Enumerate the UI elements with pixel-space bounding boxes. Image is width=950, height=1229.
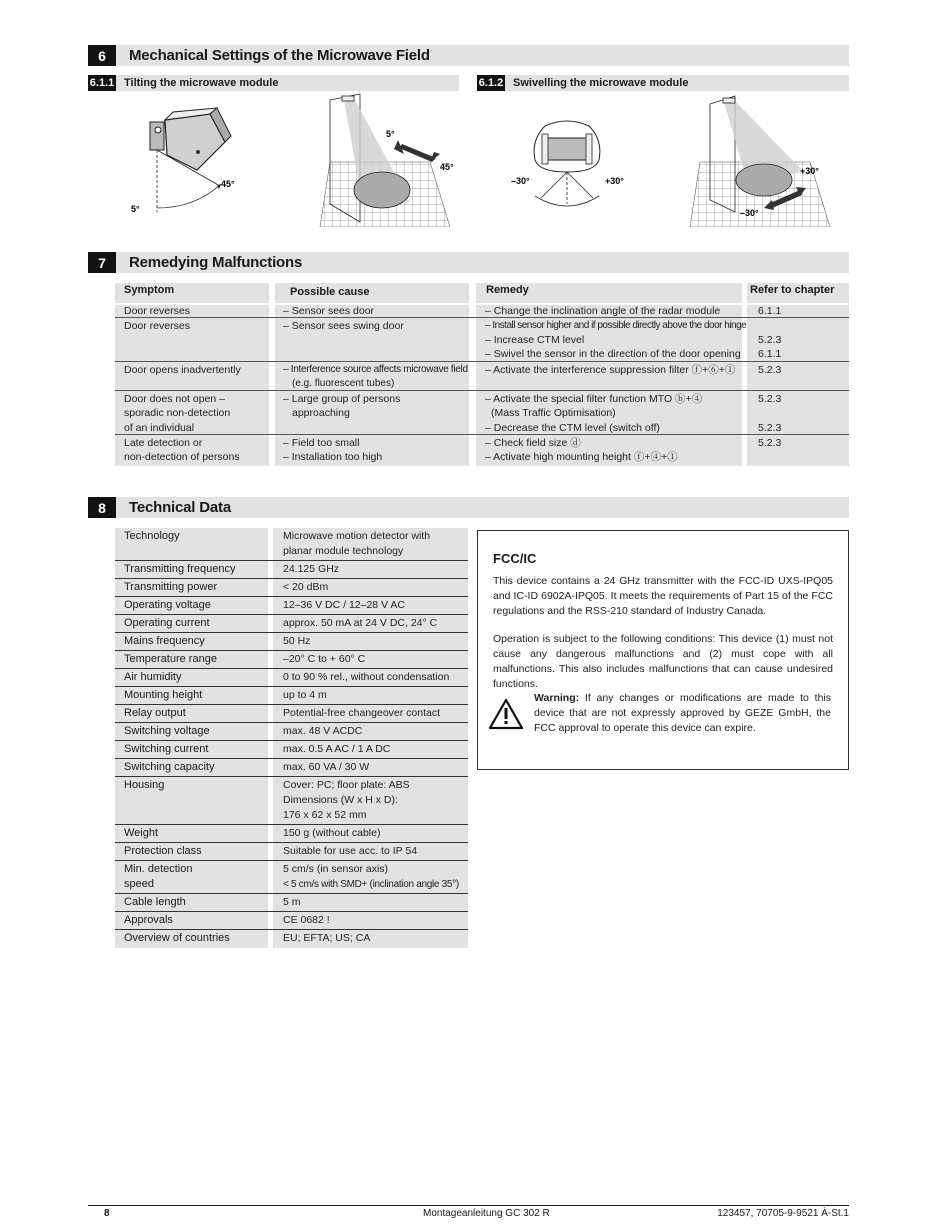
tech-label bbox=[115, 723, 268, 741]
symptom-text: Door opens inadvertently bbox=[124, 364, 241, 376]
tech-value bbox=[273, 741, 468, 759]
symptom-text: of an individual bbox=[124, 422, 195, 434]
tech-label bbox=[115, 825, 268, 843]
tech-value bbox=[273, 528, 468, 561]
tech-label-line: Overview of countries bbox=[124, 932, 230, 944]
swivel-module-diagram bbox=[505, 120, 630, 215]
subsection-number: 6.1.2 bbox=[478, 77, 504, 89]
tech-value-line: –20° C to + 60° C bbox=[283, 653, 366, 665]
tech-value-line: < 20 dBm bbox=[283, 581, 329, 593]
section-8-header bbox=[88, 497, 849, 518]
tech-label-line: Protection class bbox=[124, 845, 202, 857]
tech-label-line: Air humidity bbox=[124, 671, 182, 683]
tech-label bbox=[115, 615, 268, 633]
symptom-header: Symptom bbox=[124, 284, 175, 296]
swivel-plus-30-label: +30° bbox=[605, 176, 624, 186]
tech-label bbox=[115, 579, 268, 597]
tech-label-line: Approvals bbox=[124, 914, 173, 926]
swivel-minus-30-label: –30° bbox=[511, 176, 530, 186]
fcc-paragraph-2: Operation is subject to the following conditions: This device (1) must not cause any dangerous malfunctions and (2) must cope with all malfunctions. This also includes malfunctions that can cause undesired functions. bbox=[493, 633, 833, 690]
section-6-header bbox=[88, 45, 849, 66]
tech-label-line: Transmitting power bbox=[124, 581, 218, 593]
tech-label-line: Operating current bbox=[124, 617, 210, 629]
tech-value-line: Cover: PC; floor plate: ABS bbox=[283, 779, 410, 791]
tilt-field-5-label: 5° bbox=[386, 129, 395, 139]
tech-value-line: 150 g (without cable) bbox=[283, 827, 381, 839]
chapter-ref: 5.2.3 bbox=[758, 422, 782, 434]
tech-value-line: 50 Hz bbox=[283, 635, 311, 647]
remedy-text: – Increase CTM level bbox=[485, 334, 585, 346]
tech-label bbox=[115, 669, 268, 687]
tech-value-line: max. 48 V ACDC bbox=[283, 725, 363, 737]
tech-value bbox=[273, 912, 468, 930]
remedy-text: (Mass Traffic Optimisation) bbox=[491, 407, 616, 419]
remedy-text: – Swivel the sensor in the direction of the door opening bbox=[485, 348, 741, 360]
tech-value bbox=[273, 687, 468, 705]
tech-label bbox=[115, 687, 268, 705]
tilt-angle-45-label: 45° bbox=[221, 179, 235, 189]
subsection-6-1-2-header bbox=[477, 75, 849, 91]
tech-label bbox=[115, 912, 268, 930]
tech-value-line: CE 0682 ! bbox=[283, 914, 330, 926]
tech-value-line: Dimensions (W x H x D): bbox=[283, 794, 398, 806]
tech-label-line: Mounting height bbox=[124, 689, 203, 701]
tech-value bbox=[273, 723, 468, 741]
cause-header: Possible cause bbox=[290, 286, 370, 298]
subsection-number: 6.1.1 bbox=[89, 77, 115, 89]
tech-label-line: Switching current bbox=[124, 743, 209, 755]
swivel-field-plus-30-label: +30° bbox=[800, 166, 819, 176]
tech-label bbox=[115, 705, 268, 723]
tech-value bbox=[273, 705, 468, 723]
cause-text: – Installation too high bbox=[283, 451, 383, 463]
tech-value bbox=[273, 633, 468, 651]
page-footer bbox=[88, 1205, 849, 1219]
tech-label-line: Relay output bbox=[124, 707, 186, 719]
remedy-text: – Change the inclination angle of the radar module bbox=[485, 305, 721, 317]
tech-label-line: Switching voltage bbox=[124, 725, 210, 737]
tech-label-line: Min. detection bbox=[124, 863, 193, 875]
remedy-header: Remedy bbox=[486, 284, 529, 296]
chapter-ref: 6.1.1 bbox=[758, 305, 782, 317]
tech-label bbox=[115, 930, 268, 948]
tech-label bbox=[115, 561, 268, 579]
tech-value-line: 12–36 V DC / 12–28 V AC bbox=[283, 599, 405, 611]
fcc-ic-notice-box bbox=[477, 530, 849, 770]
section-title: Technical Data bbox=[129, 499, 231, 516]
document-code: 123457, 70705-9-9521 À-St.1 bbox=[717, 1208, 849, 1219]
tech-value bbox=[273, 561, 468, 579]
cause-text: – Sensor sees swing door bbox=[283, 320, 404, 332]
cause-text: – Large group of persons bbox=[283, 393, 401, 405]
tech-label-line: Switching capacity bbox=[124, 761, 215, 773]
tech-value-line: Suitable for use acc. to IP 54 bbox=[283, 845, 418, 857]
tech-value-line: max. 60 VA / 30 W bbox=[283, 761, 370, 773]
tech-value bbox=[273, 861, 468, 894]
tech-label bbox=[115, 741, 268, 759]
section-number: 8 bbox=[88, 497, 116, 518]
tech-value-line: 5 cm/s (in sensor axis) bbox=[283, 863, 389, 875]
tech-label bbox=[115, 861, 268, 894]
remedy-text: – Activate high mounting height ⓕ+④+① bbox=[485, 451, 678, 463]
tech-value-line: 5 m bbox=[283, 896, 301, 908]
row-divider bbox=[115, 390, 849, 391]
tilting-module-diagram bbox=[125, 100, 255, 220]
subsection-title: Tilting the microwave module bbox=[124, 77, 279, 89]
tilt-angle-5-label: 5° bbox=[131, 204, 140, 214]
chapter-ref: 5.2.3 bbox=[758, 364, 782, 376]
chapter-ref: 5.2.3 bbox=[758, 334, 782, 346]
remedy-text: – Activate the interference suppression filter ⓕ+⑥+① bbox=[485, 364, 736, 376]
tech-value-line: 24.125 GHz bbox=[283, 563, 340, 575]
symptom-text: Late detection or bbox=[124, 437, 203, 449]
tech-value-line: Potential-free changeover contact bbox=[283, 707, 441, 719]
tech-value-line: < 5 cm/s with SMD+ (inclination angle 35°) bbox=[283, 879, 459, 890]
section-number: 6 bbox=[88, 45, 116, 66]
tech-label bbox=[115, 759, 268, 777]
symptom-text: sporadic non-detection bbox=[124, 407, 231, 419]
tech-value bbox=[273, 930, 468, 948]
swivel-field-diagram bbox=[690, 92, 840, 227]
tech-label bbox=[115, 843, 268, 861]
page-number: 8 bbox=[104, 1208, 110, 1219]
subsection-title: Swivelling the microwave module bbox=[513, 77, 689, 89]
symptom-text: Door reverses bbox=[124, 320, 190, 332]
cause-text: approaching bbox=[292, 407, 350, 419]
subsection-6-1-1-header bbox=[88, 75, 459, 91]
tech-label bbox=[115, 651, 268, 669]
tech-label-line: Housing bbox=[124, 779, 165, 791]
tech-value-line: EU; EFTA; US; CA bbox=[283, 932, 371, 944]
remedy-text: – Install sensor higher and if possible directly above the door hinge bbox=[485, 320, 747, 331]
tech-value-line: planar module technology bbox=[283, 545, 404, 557]
fcc-paragraph-1: This device contains a 24 GHz transmitter with the FCC-ID UXS-IPQ05 and IC-ID 6902A-IPQ05. It meets the requirements of Part 15 of the FCC regulations and the RSS-210 standard of Industry Canada. bbox=[493, 575, 833, 617]
tech-value-line: Microwave motion detector with bbox=[283, 530, 431, 542]
chapter-ref: 6.1.1 bbox=[758, 348, 782, 360]
section-title: Mechanical Settings of the Microwave Field bbox=[129, 47, 430, 64]
tech-value bbox=[273, 615, 468, 633]
tech-value bbox=[273, 669, 468, 687]
tech-label bbox=[115, 528, 268, 561]
tech-value bbox=[273, 579, 468, 597]
warning-text bbox=[534, 691, 831, 736]
tech-value bbox=[273, 597, 468, 615]
tech-value bbox=[273, 759, 468, 777]
tech-label-line: Temperature range bbox=[124, 653, 217, 665]
cause-text: – Sensor sees door bbox=[283, 305, 375, 317]
tilting-field-diagram bbox=[300, 92, 465, 227]
remedy-text: – Check field size ⓓ bbox=[485, 437, 581, 449]
section-7-header bbox=[88, 252, 849, 273]
cause-text: – Field too small bbox=[283, 437, 360, 449]
tech-label-line: speed bbox=[124, 878, 154, 890]
tilt-field-45-label: 45° bbox=[440, 162, 454, 172]
chapter-ref: 5.2.3 bbox=[758, 393, 782, 405]
document-title: Montageanleitung GC 302 R bbox=[423, 1208, 550, 1219]
tech-value bbox=[273, 777, 468, 825]
row-divider bbox=[115, 434, 849, 435]
warning-body: If any changes or modifications are made to this device that are not expressly approved by GEZE GmbH, the FCC approval to operate this device can expire. bbox=[534, 692, 831, 734]
tech-value-line: 0 to 90 % rel., without condensation bbox=[283, 671, 450, 683]
fcc-title: FCC/IC bbox=[493, 551, 537, 566]
tech-value bbox=[273, 894, 468, 912]
symptom-text: Door does not open – bbox=[124, 393, 225, 405]
tech-value bbox=[273, 651, 468, 669]
tech-label bbox=[115, 777, 268, 825]
tech-value-line: up to 4 m bbox=[283, 689, 327, 701]
tech-value-line: 176 x 62 x 52 mm bbox=[283, 809, 367, 821]
swivel-field-minus-30-label: –30° bbox=[740, 208, 759, 218]
remedy-text: – Activate the special filter function MTO ⓑ+④ bbox=[485, 393, 703, 405]
tech-label-line: Mains frequency bbox=[124, 635, 205, 647]
tech-value-line: max. 0.5 A AC / 1 A DC bbox=[283, 743, 391, 755]
warning-label: Warning: bbox=[534, 692, 580, 704]
symptom-text: non-detection of persons bbox=[124, 451, 240, 463]
tech-value bbox=[273, 825, 468, 843]
tech-label-line: Weight bbox=[124, 827, 159, 839]
row-divider bbox=[115, 303, 849, 305]
remedy-text: – Decrease the CTM level (switch off) bbox=[485, 422, 660, 434]
tech-label-line: Cable length bbox=[124, 896, 186, 908]
row-divider bbox=[115, 317, 849, 318]
symptom-text: Door reverses bbox=[124, 305, 190, 317]
tech-label-line: Operating voltage bbox=[124, 599, 211, 611]
tech-label bbox=[115, 597, 268, 615]
tech-label-line: Technology bbox=[124, 530, 180, 542]
chapter-header: Refer to chapter bbox=[750, 284, 835, 296]
tech-value bbox=[273, 843, 468, 861]
tech-label bbox=[115, 894, 268, 912]
tech-label-line: Transmitting frequency bbox=[124, 563, 236, 575]
tech-value-line: approx. 50 mA at 24 V DC, 24° C bbox=[283, 617, 438, 629]
tech-label bbox=[115, 633, 268, 651]
warning-triangle-icon bbox=[488, 698, 524, 730]
section-number: 7 bbox=[88, 252, 116, 273]
cause-text: (e.g. fluorescent tubes) bbox=[292, 378, 395, 389]
cause-text: – Interference source affects microwave field bbox=[283, 364, 468, 375]
section-title: Remedying Malfunctions bbox=[129, 254, 303, 271]
chapter-ref: 5.2.3 bbox=[758, 437, 782, 449]
